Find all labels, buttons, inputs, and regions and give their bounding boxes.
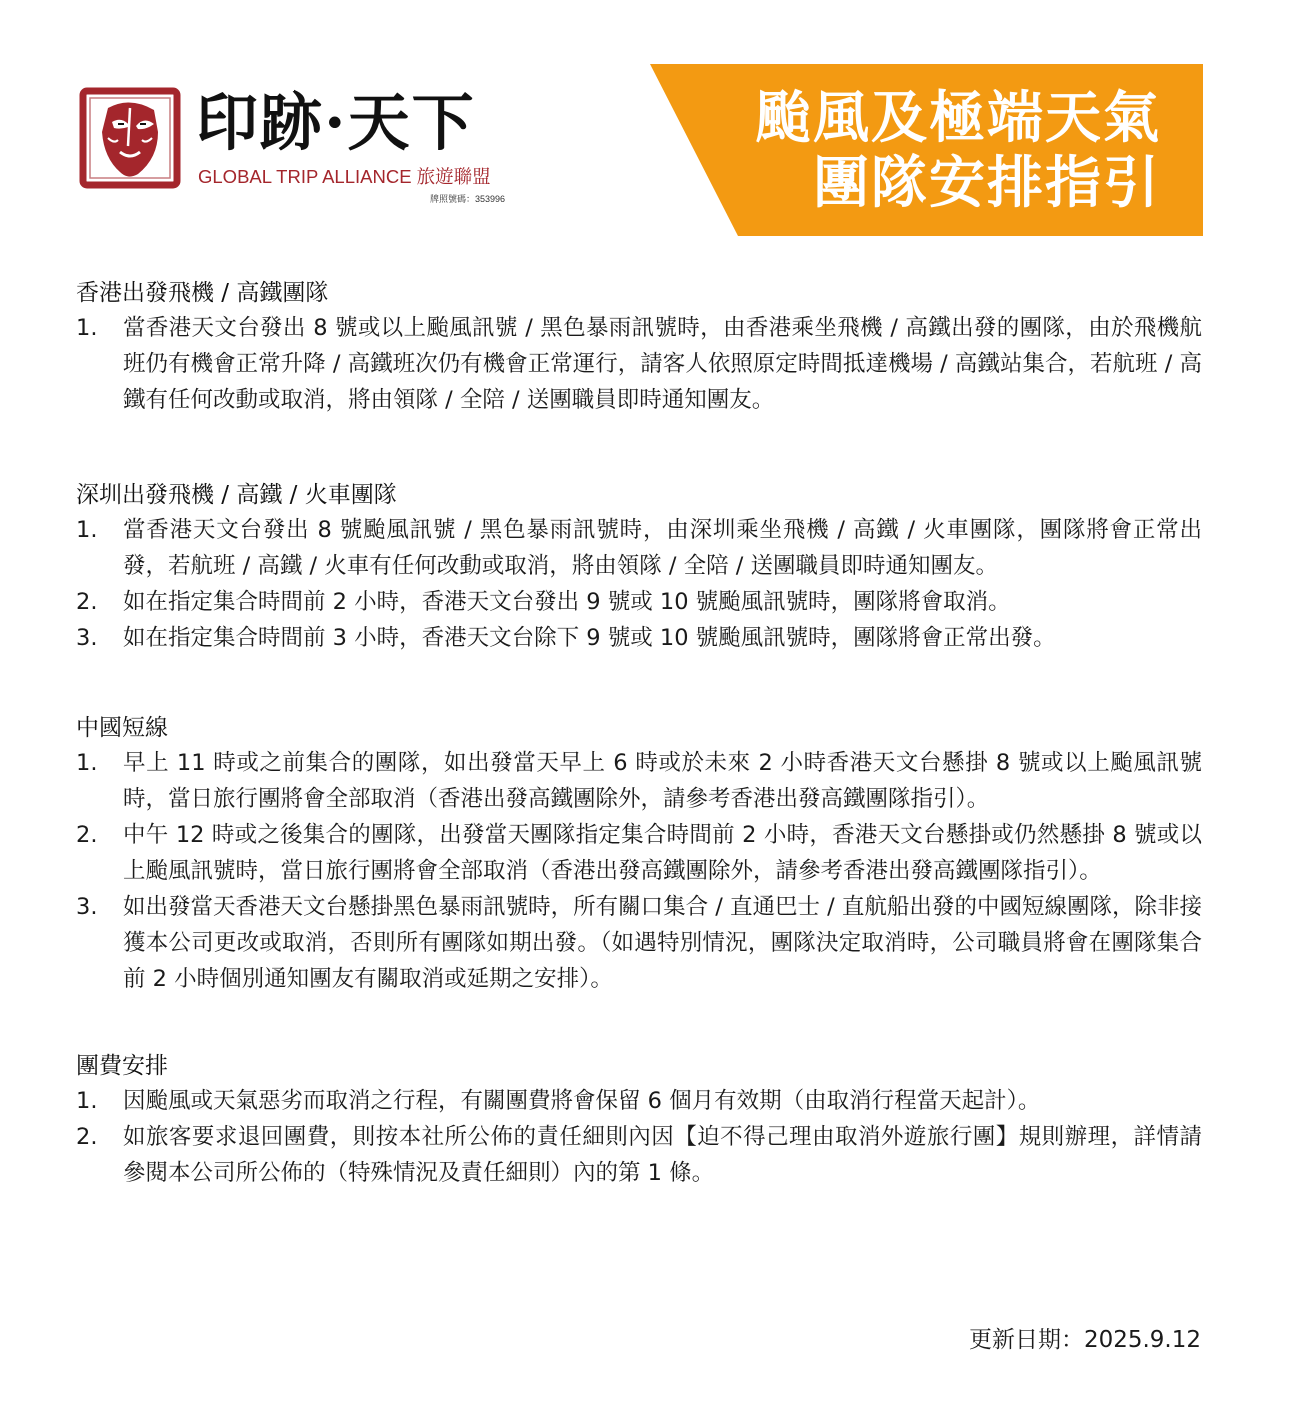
rule-number: 3. [76, 625, 98, 651]
section-heading: 深圳出發飛機 / 高鐵 / 火車團隊 [76, 482, 397, 508]
rule-list [76, 310, 1202, 418]
rule-item [76, 584, 1202, 620]
section-sz-departure [76, 478, 1202, 656]
rule-number: 2. [76, 822, 98, 848]
rule-item [76, 745, 1202, 817]
title-banner [650, 64, 1203, 236]
company-logo [78, 86, 538, 210]
rule-text: 當香港天文台發出 8 號或以上颱風訊號 / 黑色暴雨訊號時，由香港乘坐飛機 / 高鐵出發的團隊，由於飛機航班仍有機會正常升降 / 高鐵班次仍有機會正常運行，請客人依照原定時間抵達機場 / 高鐵站集合，若航班 / 高鐵有任何改動或取消，將由領隊 / 全陪 / 送團職員即時通知團友。 [123, 315, 1202, 413]
section-hk-departure [76, 276, 1202, 418]
rule-list [76, 512, 1202, 656]
page-title [755, 86, 1161, 216]
rule-text: 因颱風或天氣惡劣而取消之行程，有關團費將會保留 6 個月有效期（由取消行程當天起計）。 [123, 1088, 1041, 1114]
opera-mask-seal-icon [78, 86, 182, 190]
page-title-line-2: 團隊安排指引 [813, 151, 1161, 216]
rule-list [76, 1083, 1202, 1191]
rule-text: 如出發當天香港天文台懸掛黑色暴雨訊號時，所有關口集合 / 直通巴士 / 直航船出發的中國短線團隊，除非接獲本公司更改或取消，否則所有團隊如期出發。（如遇特別情況，團隊決定取消時，公司職員將會在團隊集合前 2 小時個別通知團友有關取消或延期之安排）。 [123, 894, 1202, 992]
rule-text: 當香港天文台發出 8 號颱風訊號 / 黑色暴雨訊號時，由深圳乘坐飛機 / 高鐵 / 火車團隊，團隊將會正常出發，若航班 / 高鐵 / 火車有任何改動或取消，將由領隊 / 全陪 / 送團職員即時通知團友。 [123, 517, 1202, 579]
guideline-content [76, 276, 1202, 1191]
license-number: 牌照號碼：353996 [430, 194, 506, 204]
rule-item [76, 310, 1202, 418]
rule-text: 早上 11 時或之前集合的團隊，如出發當天早上 6 時或於未來 2 小時香港天文台懸掛 8 號或以上颱風訊號時，當日旅行團將會全部取消（香港出發高鐵團除外，請參考香港出發高鐵團隊指引）。 [123, 750, 1202, 812]
rule-text: 如在指定集合時間前 3 小時，香港天文台除下 9 號或 10 號颱風訊號時，團隊將會正常出發。 [123, 625, 1056, 651]
rule-number: 2. [76, 1124, 98, 1150]
rule-number: 1. [76, 517, 98, 543]
rule-text: 中午 12 時或之後集合的團隊，出發當天團隊指定集合時間前 2 小時，香港天文台懸掛或仍然懸掛 8 號或以上颱風訊號時，當日旅行團將會全部取消（香港出發高鐵團除外，請參考香港出發高鐵團隊指引）。 [123, 822, 1202, 884]
rule-list [76, 745, 1202, 997]
section-tour-fee [76, 1049, 1202, 1191]
rule-item [76, 889, 1202, 997]
rule-text: 如旅客要求退回團費，則按本社所公佈的責任細則內因【迫不得己理由取消外遊旅行團】規則辦理，詳情請參閱本公司所公佈的（特殊情況及責任細則）內的第 1 條。 [123, 1124, 1202, 1186]
rule-number: 2. [76, 589, 98, 615]
rule-item [76, 512, 1202, 584]
rule-number: 1. [76, 750, 98, 776]
brand-name-chinese: 印跡·天下 [196, 86, 476, 159]
rule-item [76, 620, 1202, 656]
rule-item [76, 1083, 1202, 1119]
rule-number: 3. [76, 894, 98, 920]
rule-text: 如在指定集合時間前 2 小時，香港天文台發出 9 號或 10 號颱風訊號時，團隊將會取消。 [123, 589, 1011, 615]
rule-number: 1. [76, 315, 98, 341]
rule-number: 1. [76, 1088, 98, 1114]
section-heading: 香港出發飛機 / 高鐵團隊 [76, 280, 329, 306]
section-china-short-tours [76, 711, 1202, 997]
update-date: 更新日期：2025.9.12 [968, 1327, 1201, 1353]
page-title-line-1: 颱風及極端天氣 [755, 86, 1161, 151]
rule-item [76, 1119, 1202, 1191]
brand-name-english: GLOBAL TRIP ALLIANCE 旅遊聯盟 [198, 166, 491, 187]
section-heading: 中國短線 [76, 715, 168, 741]
rule-item [76, 817, 1202, 889]
section-heading: 團費安排 [76, 1053, 168, 1079]
